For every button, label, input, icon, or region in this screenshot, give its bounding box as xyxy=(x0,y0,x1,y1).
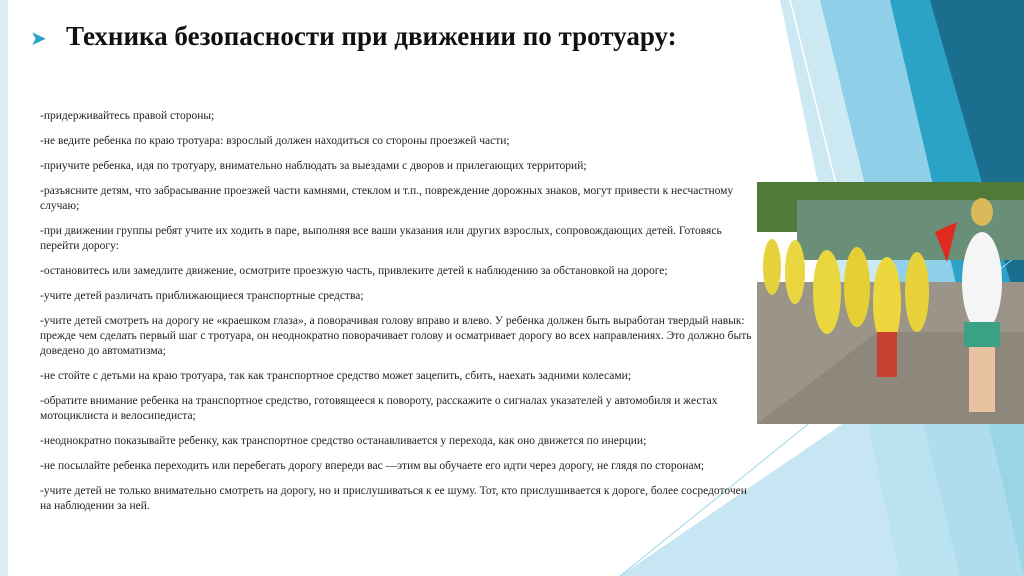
adult-figure xyxy=(962,232,1002,332)
child-figure xyxy=(844,247,870,327)
rule-paragraph: -не стойте с детьми на краю тротуара, так как транспортное средство может зацепить, сбить, наехать задними колесами; xyxy=(40,370,632,382)
rule-paragraph: -учите детей не только внимательно смотреть на дорогу, но и прислушиваться к ее шуму. Тот, кто прислушивается к дороге, более сосредоточен на наблюдении за ней. xyxy=(40,485,747,512)
adult-legs xyxy=(969,347,995,412)
child-figure xyxy=(763,239,781,295)
rule-paragraph: -придерживайтесь правой стороны; xyxy=(40,110,215,122)
safety-rules-list xyxy=(40,109,758,524)
rule-paragraph: -не посылайте ребенка переходить или перебегать дорогу впереди вас —этим вы обучаете его идти через дорогу, не глядя по сторонам; xyxy=(40,460,705,472)
children-walking-photo xyxy=(757,182,1024,424)
child-legs xyxy=(877,332,897,377)
slide-title: Техника безопасности при движении по тротуару: xyxy=(66,21,677,51)
rule-paragraph: -учите детей смотреть на дорогу не «краешком глаза», а поворачивая голову вправо и влево. У ребенка должен быть выработан твердый навык: прежде чем сделать первый шаг с тротуара, он неоднократно поворачивает голову и осматривает дорогу во всех направлениях. Это должно быть доведено до автоматизма; xyxy=(40,315,752,357)
child-figure xyxy=(905,252,929,332)
child-figure xyxy=(785,240,805,304)
rule-paragraph: -учите детей различать приближающиеся транспортные средства; xyxy=(40,290,364,302)
rule-paragraph: -при движении группы ребят учите их ходить в паре, выполняя все ваши указания или других взрослых, сопровождающих детей. Готовясь перейти дорогу: xyxy=(40,225,722,252)
child-figure xyxy=(813,250,841,334)
chevron-right-icon: ➤ xyxy=(30,26,47,50)
photo-illustration xyxy=(757,182,1024,424)
rule-paragraph: -приучите ребенка, идя по тротуару, внимательно наблюдать за выездами с дворов и прилегающих территорий; xyxy=(40,160,587,172)
rule-paragraph: -обратите внимание ребенка на транспортное средство, готовящееся к повороту, расскажите о сигналах указателей у автомобиля и жестах мотоциклиста и велосипедиста; xyxy=(40,395,718,422)
rule-paragraph: -не ведите ребенка по краю тротуара: взрослый должен находиться со стороны проезжей части; xyxy=(40,135,510,147)
adult-hair xyxy=(971,198,993,226)
adult-shorts xyxy=(964,322,1000,347)
rule-paragraph: -остановитесь или замедлите движение, осмотрите проезжую часть, привлеките детей к наблюдению за обстановкой на дороге; xyxy=(40,265,668,277)
rule-paragraph: -разъясните детям, что забрасывание проезжей части камнями, стеклом и т.п., повреждение дорожных знаков, могут привести к несчастному случаю; xyxy=(40,185,734,212)
rule-paragraph: -неоднократно показывайте ребенку, как транспортное средство останавливается у перехода, как оно движется по инерции; xyxy=(40,435,647,447)
